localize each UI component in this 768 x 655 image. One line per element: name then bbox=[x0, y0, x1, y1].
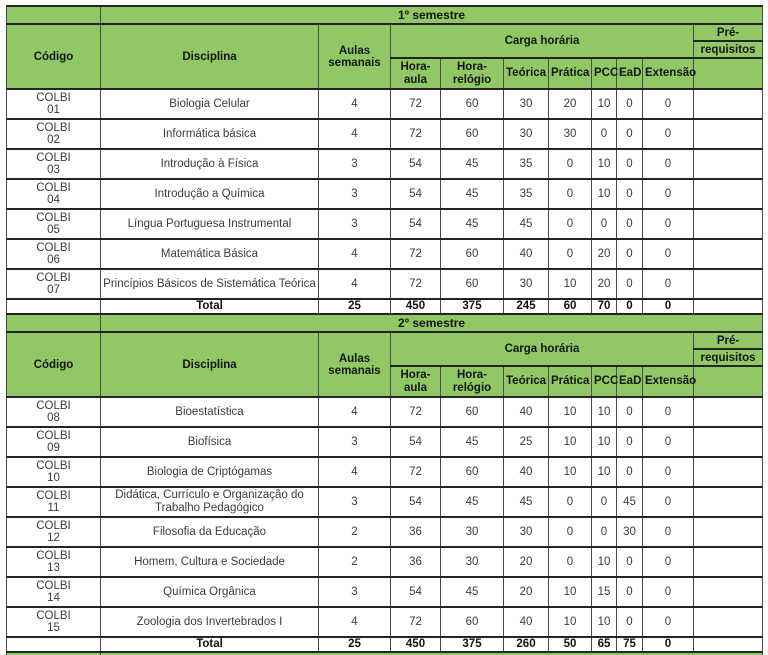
hora-aula-cell: 72 bbox=[391, 89, 441, 119]
disciplina-cell: Zoologia dos Invertebrados I bbox=[101, 607, 319, 637]
column-header-codigo: Código bbox=[7, 24, 101, 89]
pcc-cell: 10 bbox=[592, 149, 617, 179]
pre-requisitos-cell bbox=[694, 457, 763, 487]
semester-1-section bbox=[7, 6, 763, 89]
codigo-number: 06 bbox=[47, 254, 60, 266]
extensao-cell: 0 bbox=[643, 269, 694, 299]
codigo-number: 01 bbox=[47, 104, 60, 116]
teorica-cell: 45 bbox=[504, 487, 549, 517]
teorica-cell: 35 bbox=[504, 149, 549, 179]
ead-cell: 0 bbox=[617, 209, 643, 239]
table-row bbox=[7, 89, 763, 119]
banner-spacer bbox=[7, 6, 101, 24]
pre-requisitos-cell bbox=[694, 607, 763, 637]
codigo-number: 03 bbox=[47, 164, 60, 176]
pcc-cell: 10 bbox=[592, 397, 617, 427]
column-header-pre-empty bbox=[694, 58, 763, 89]
pratica-cell: 0 bbox=[549, 517, 592, 547]
teorica-cell: 45 bbox=[504, 209, 549, 239]
pcc-cell: 0 bbox=[592, 119, 617, 149]
pcc-cell: 10 bbox=[592, 179, 617, 209]
aulas-semanais-cell: 4 bbox=[319, 607, 391, 637]
semester-2-banner-row bbox=[7, 314, 763, 332]
semester-1-total-row bbox=[7, 299, 763, 314]
semester-2-title: 2º semestre bbox=[101, 314, 763, 332]
teorica-cell: 35 bbox=[504, 179, 549, 209]
banner-spacer bbox=[7, 314, 101, 332]
pre-requisitos-cell bbox=[694, 487, 763, 517]
disciplina-cell: Homem, Cultura e Sociedade bbox=[101, 547, 319, 577]
codigo-number: 07 bbox=[47, 284, 60, 296]
table-row bbox=[7, 547, 763, 577]
column-header-carga-horaria: Carga horária bbox=[391, 24, 694, 58]
aulas-semanais-cell: 4 bbox=[319, 89, 391, 119]
table-row bbox=[7, 119, 763, 149]
disciplina-cell: Biofísica bbox=[101, 427, 319, 457]
pratica-cell: 20 bbox=[549, 89, 592, 119]
pratica-cell: 0 bbox=[549, 547, 592, 577]
hora-relogio-cell: 60 bbox=[441, 119, 504, 149]
hora-aula-cell: 36 bbox=[391, 517, 441, 547]
table-row bbox=[7, 239, 763, 269]
disciplina-cell: Informática básica bbox=[101, 119, 319, 149]
extensao-cell: 0 bbox=[643, 239, 694, 269]
semester-1-rows bbox=[7, 89, 763, 299]
pratica-cell: 10 bbox=[549, 577, 592, 607]
ead-cell: 0 bbox=[617, 119, 643, 149]
pratica-cell: 0 bbox=[549, 487, 592, 517]
table-row bbox=[7, 577, 763, 607]
pratica-cell: 0 bbox=[549, 179, 592, 209]
codigo-cell bbox=[7, 269, 101, 299]
aulas-semanais-cell: 2 bbox=[319, 517, 391, 547]
disciplina-cell: Biologia de Criptógamas bbox=[101, 457, 319, 487]
ead-cell: 0 bbox=[617, 577, 643, 607]
codigo-cell bbox=[7, 547, 101, 577]
pcc-cell: 0 bbox=[592, 487, 617, 517]
total-hora-aula: 450 bbox=[391, 637, 441, 652]
ead-cell: 45 bbox=[617, 487, 643, 517]
column-header-teorica: Teórica bbox=[504, 58, 549, 89]
teorica-cell: 30 bbox=[504, 119, 549, 149]
extensao-cell: 0 bbox=[643, 209, 694, 239]
ead-cell: 0 bbox=[617, 269, 643, 299]
pratica-cell: 0 bbox=[549, 149, 592, 179]
codigo-prefix: COLBI bbox=[36, 430, 71, 442]
header-row-1 bbox=[7, 24, 763, 41]
hora-relogio-cell: 45 bbox=[441, 149, 504, 179]
codigo-prefix: COLBI bbox=[36, 520, 71, 532]
pratica-cell: 10 bbox=[549, 607, 592, 637]
codigo-prefix: COLBI bbox=[36, 400, 71, 412]
semester-1-title: 1º semestre bbox=[101, 6, 763, 24]
total-hora-relogio: 375 bbox=[441, 299, 504, 314]
pre-requisitos-cell bbox=[694, 209, 763, 239]
hora-aula-cell: 54 bbox=[391, 209, 441, 239]
total-spacer bbox=[7, 637, 101, 652]
hora-relogio-cell: 45 bbox=[441, 487, 504, 517]
extensao-cell: 0 bbox=[643, 427, 694, 457]
column-header-pre-empty bbox=[694, 366, 763, 397]
pratica-cell: 10 bbox=[549, 397, 592, 427]
total-extensao: 0 bbox=[643, 299, 694, 314]
ead-cell: 0 bbox=[617, 397, 643, 427]
disciplina-cell: Língua Portuguesa Instrumental bbox=[101, 209, 319, 239]
pratica-cell: 10 bbox=[549, 269, 592, 299]
codigo-prefix: COLBI bbox=[36, 182, 71, 194]
hora-aula-cell: 54 bbox=[391, 179, 441, 209]
table-row bbox=[7, 457, 763, 487]
ead-cell: 0 bbox=[617, 239, 643, 269]
column-header-pre-line1: Pré- bbox=[694, 24, 763, 41]
column-header-pre-line2: requisitos bbox=[694, 349, 763, 366]
ead-cell: 0 bbox=[617, 427, 643, 457]
disciplina-cell: Filosofia da Educação bbox=[101, 517, 319, 547]
total-hora-relogio: 375 bbox=[441, 637, 504, 652]
codigo-cell bbox=[7, 179, 101, 209]
table-row bbox=[7, 179, 763, 209]
extensao-cell: 0 bbox=[643, 517, 694, 547]
column-header-hora-relogio: Hora-relógio bbox=[441, 366, 504, 397]
aulas-semanais-cell: 3 bbox=[319, 209, 391, 239]
hora-aula-cell: 72 bbox=[391, 119, 441, 149]
pre-requisitos-cell bbox=[694, 577, 763, 607]
extensao-cell: 0 bbox=[643, 607, 694, 637]
pcc-cell: 0 bbox=[592, 517, 617, 547]
teorica-cell: 25 bbox=[504, 427, 549, 457]
table-row bbox=[7, 607, 763, 637]
pcc-cell: 0 bbox=[592, 209, 617, 239]
pre-requisitos-cell bbox=[694, 119, 763, 149]
hora-relogio-cell: 30 bbox=[441, 517, 504, 547]
aulas-semanais-cell: 4 bbox=[319, 119, 391, 149]
total-pre bbox=[694, 637, 763, 652]
column-header-pratica: Prática bbox=[549, 366, 592, 397]
total-extensao: 0 bbox=[643, 637, 694, 652]
codigo-cell bbox=[7, 89, 101, 119]
column-header-hora-aula: Hora-aula bbox=[391, 58, 441, 89]
hora-relogio-cell: 45 bbox=[441, 179, 504, 209]
codigo-cell bbox=[7, 457, 101, 487]
teorica-cell: 20 bbox=[504, 547, 549, 577]
pcc-cell: 10 bbox=[592, 89, 617, 119]
extensao-cell: 0 bbox=[643, 89, 694, 119]
hora-relogio-cell: 45 bbox=[441, 427, 504, 457]
total-ead: 0 bbox=[617, 299, 643, 314]
column-header-carga-horaria: Carga horária bbox=[391, 332, 694, 366]
column-header-hora-aula: Hora-aula bbox=[391, 366, 441, 397]
column-header-ead: EaD bbox=[617, 58, 643, 89]
disciplina-cell: Princípios Básicos de Sistemática Teórica bbox=[101, 269, 319, 299]
codigo-cell bbox=[7, 607, 101, 637]
codigo-number: 11 bbox=[47, 502, 60, 514]
codigo-prefix: COLBI bbox=[36, 152, 71, 164]
disciplina-cell: Introdução à Física bbox=[101, 149, 319, 179]
table-row bbox=[7, 397, 763, 427]
disciplina-cell: Matemática Básica bbox=[101, 239, 319, 269]
codigo-cell bbox=[7, 209, 101, 239]
pcc-cell: 15 bbox=[592, 577, 617, 607]
table-row bbox=[7, 269, 763, 299]
table-row bbox=[7, 149, 763, 179]
column-header-pcc: PCC bbox=[592, 366, 617, 397]
extensao-cell: 0 bbox=[643, 397, 694, 427]
total-aulas: 25 bbox=[319, 637, 391, 652]
aulas-semanais-cell: 3 bbox=[319, 179, 391, 209]
pcc-cell: 10 bbox=[592, 457, 617, 487]
disciplina-cell: Introdução a Química bbox=[101, 179, 319, 209]
codigo-prefix: COLBI bbox=[36, 610, 71, 622]
disciplina-cell: Bioestatística bbox=[101, 397, 319, 427]
pre-requisitos-cell bbox=[694, 517, 763, 547]
total-spacer bbox=[7, 299, 101, 314]
ead-cell: 0 bbox=[617, 89, 643, 119]
total-ead: 75 bbox=[617, 637, 643, 652]
codigo-number: 08 bbox=[47, 412, 60, 424]
column-header-aulas-semanais: Aulas semanais bbox=[319, 332, 391, 397]
total-pratica: 60 bbox=[549, 299, 592, 314]
column-header-hora-relogio: Hora-relógio bbox=[441, 58, 504, 89]
pre-requisitos-cell bbox=[694, 89, 763, 119]
hora-aula-cell: 54 bbox=[391, 427, 441, 457]
extensao-cell: 0 bbox=[643, 577, 694, 607]
hora-relogio-cell: 45 bbox=[441, 577, 504, 607]
table-row bbox=[7, 487, 763, 517]
semester-2-rows bbox=[7, 397, 763, 637]
extensao-cell: 0 bbox=[643, 457, 694, 487]
teorica-cell: 30 bbox=[504, 89, 549, 119]
extensao-cell: 0 bbox=[643, 179, 694, 209]
pcc-cell: 20 bbox=[592, 239, 617, 269]
pratica-cell: 10 bbox=[549, 427, 592, 457]
hora-aula-cell: 36 bbox=[391, 547, 441, 577]
total-aulas: 25 bbox=[319, 299, 391, 314]
pre-requisitos-cell bbox=[694, 397, 763, 427]
teorica-cell: 30 bbox=[504, 269, 549, 299]
codigo-number: 15 bbox=[47, 622, 60, 634]
curriculum-table bbox=[6, 5, 763, 655]
total-pcc: 65 bbox=[592, 637, 617, 652]
pre-requisitos-cell bbox=[694, 239, 763, 269]
hora-aula-cell: 72 bbox=[391, 239, 441, 269]
hora-relogio-cell: 60 bbox=[441, 607, 504, 637]
hora-relogio-cell: 60 bbox=[441, 269, 504, 299]
aulas-semanais-cell: 4 bbox=[319, 397, 391, 427]
semester-2-section bbox=[7, 314, 763, 397]
hora-relogio-cell: 30 bbox=[441, 547, 504, 577]
pcc-cell: 10 bbox=[592, 607, 617, 637]
table-row bbox=[7, 427, 763, 457]
table-row bbox=[7, 209, 763, 239]
pcc-cell: 10 bbox=[592, 427, 617, 457]
extensao-cell: 0 bbox=[643, 149, 694, 179]
total-hora-aula: 450 bbox=[391, 299, 441, 314]
pratica-cell: 0 bbox=[549, 239, 592, 269]
column-header-codigo: Código bbox=[7, 332, 101, 397]
aulas-semanais-cell: 2 bbox=[319, 547, 391, 577]
aulas-semanais-cell: 4 bbox=[319, 269, 391, 299]
teorica-cell: 30 bbox=[504, 517, 549, 547]
aulas-semanais-cell: 3 bbox=[319, 149, 391, 179]
column-header-disciplina: Disciplina bbox=[101, 24, 319, 89]
total-pratica: 50 bbox=[549, 637, 592, 652]
hora-aula-cell: 72 bbox=[391, 269, 441, 299]
column-header-teorica: Teórica bbox=[504, 366, 549, 397]
pre-requisitos-cell bbox=[694, 547, 763, 577]
codigo-cell bbox=[7, 487, 101, 517]
total-teorica: 245 bbox=[504, 299, 549, 314]
hora-aula-cell: 54 bbox=[391, 487, 441, 517]
codigo-number: 04 bbox=[47, 194, 60, 206]
ead-cell: 30 bbox=[617, 517, 643, 547]
aulas-semanais-cell: 3 bbox=[319, 427, 391, 457]
total-pcc: 70 bbox=[592, 299, 617, 314]
codigo-number: 12 bbox=[47, 532, 60, 544]
pre-requisitos-cell bbox=[694, 149, 763, 179]
pcc-cell: 20 bbox=[592, 269, 617, 299]
teorica-cell: 40 bbox=[504, 607, 549, 637]
ead-cell: 0 bbox=[617, 457, 643, 487]
disciplina-cell: Química Orgânica bbox=[101, 577, 319, 607]
hora-relogio-cell: 60 bbox=[441, 89, 504, 119]
ead-cell: 0 bbox=[617, 547, 643, 577]
semester-1-total-section bbox=[7, 299, 763, 314]
extensao-cell: 0 bbox=[643, 487, 694, 517]
codigo-cell bbox=[7, 239, 101, 269]
codigo-prefix: COLBI bbox=[36, 242, 71, 254]
codigo-prefix: COLBI bbox=[36, 490, 71, 502]
semester-1-banner-row bbox=[7, 6, 763, 24]
total-label: Total bbox=[101, 637, 319, 652]
codigo-cell bbox=[7, 119, 101, 149]
pre-requisitos-cell bbox=[694, 269, 763, 299]
total-teorica: 260 bbox=[504, 637, 549, 652]
codigo-cell bbox=[7, 149, 101, 179]
codigo-prefix: COLBI bbox=[36, 580, 71, 592]
pre-requisitos-cell bbox=[694, 427, 763, 457]
column-header-pratica: Prática bbox=[549, 58, 592, 89]
ead-cell: 0 bbox=[617, 149, 643, 179]
hora-relogio-cell: 60 bbox=[441, 457, 504, 487]
pratica-cell: 10 bbox=[549, 457, 592, 487]
pcc-cell: 10 bbox=[592, 547, 617, 577]
codigo-cell bbox=[7, 577, 101, 607]
codigo-cell bbox=[7, 397, 101, 427]
codigo-prefix: COLBI bbox=[36, 550, 71, 562]
codigo-prefix: COLBI bbox=[36, 460, 71, 472]
aulas-semanais-cell: 4 bbox=[319, 239, 391, 269]
semester-2-total-row bbox=[7, 637, 763, 652]
column-header-disciplina: Disciplina bbox=[101, 332, 319, 397]
column-header-ead: EaD bbox=[617, 366, 643, 397]
ead-cell: 0 bbox=[617, 179, 643, 209]
aulas-semanais-cell: 3 bbox=[319, 577, 391, 607]
codigo-prefix: COLBI bbox=[36, 212, 71, 224]
pratica-cell: 0 bbox=[549, 209, 592, 239]
hora-aula-cell: 72 bbox=[391, 457, 441, 487]
codigo-number: 10 bbox=[47, 472, 60, 484]
disciplina-cell: Biologia Celular bbox=[101, 89, 319, 119]
teorica-cell: 20 bbox=[504, 577, 549, 607]
pre-requisitos-cell bbox=[694, 179, 763, 209]
table-row bbox=[7, 517, 763, 547]
total-pre bbox=[694, 299, 763, 314]
total-label: Total bbox=[101, 299, 319, 314]
hora-relogio-cell: 60 bbox=[441, 239, 504, 269]
column-header-extensao: Extensão bbox=[643, 58, 694, 89]
column-header-extensao: Extensão bbox=[643, 366, 694, 397]
teorica-cell: 40 bbox=[504, 239, 549, 269]
aulas-semanais-cell: 3 bbox=[319, 487, 391, 517]
codigo-number: 05 bbox=[47, 224, 60, 236]
codigo-number: 09 bbox=[47, 442, 60, 454]
codigo-prefix: COLBI bbox=[36, 272, 71, 284]
ead-cell: 0 bbox=[617, 607, 643, 637]
hora-aula-cell: 54 bbox=[391, 149, 441, 179]
codigo-number: 14 bbox=[47, 592, 60, 604]
aulas-semanais-cell: 4 bbox=[319, 457, 391, 487]
codigo-prefix: COLBI bbox=[36, 92, 71, 104]
teorica-cell: 40 bbox=[504, 457, 549, 487]
hora-aula-cell: 72 bbox=[391, 397, 441, 427]
codigo-cell bbox=[7, 427, 101, 457]
codigo-cell bbox=[7, 517, 101, 547]
column-header-aulas-semanais: Aulas semanais bbox=[319, 24, 391, 89]
codigo-number: 13 bbox=[47, 562, 60, 574]
column-header-pre-line2: requisitos bbox=[694, 41, 763, 58]
codigo-number: 02 bbox=[47, 134, 60, 146]
semester-2-total-section bbox=[7, 637, 763, 655]
column-header-pcc: PCC bbox=[592, 58, 617, 89]
hora-relogio-cell: 45 bbox=[441, 209, 504, 239]
pratica-cell: 30 bbox=[549, 119, 592, 149]
hora-aula-cell: 54 bbox=[391, 577, 441, 607]
extensao-cell: 0 bbox=[643, 119, 694, 149]
extensao-cell: 0 bbox=[643, 547, 694, 577]
column-header-pre-line1: Pré- bbox=[694, 332, 763, 349]
codigo-prefix: COLBI bbox=[36, 122, 71, 134]
hora-relogio-cell: 60 bbox=[441, 397, 504, 427]
header-row-1 bbox=[7, 332, 763, 349]
hora-aula-cell: 72 bbox=[391, 607, 441, 637]
teorica-cell: 40 bbox=[504, 397, 549, 427]
disciplina-cell: Didática, Currículo e Organização do Trabalho Pedagógico bbox=[101, 487, 319, 517]
